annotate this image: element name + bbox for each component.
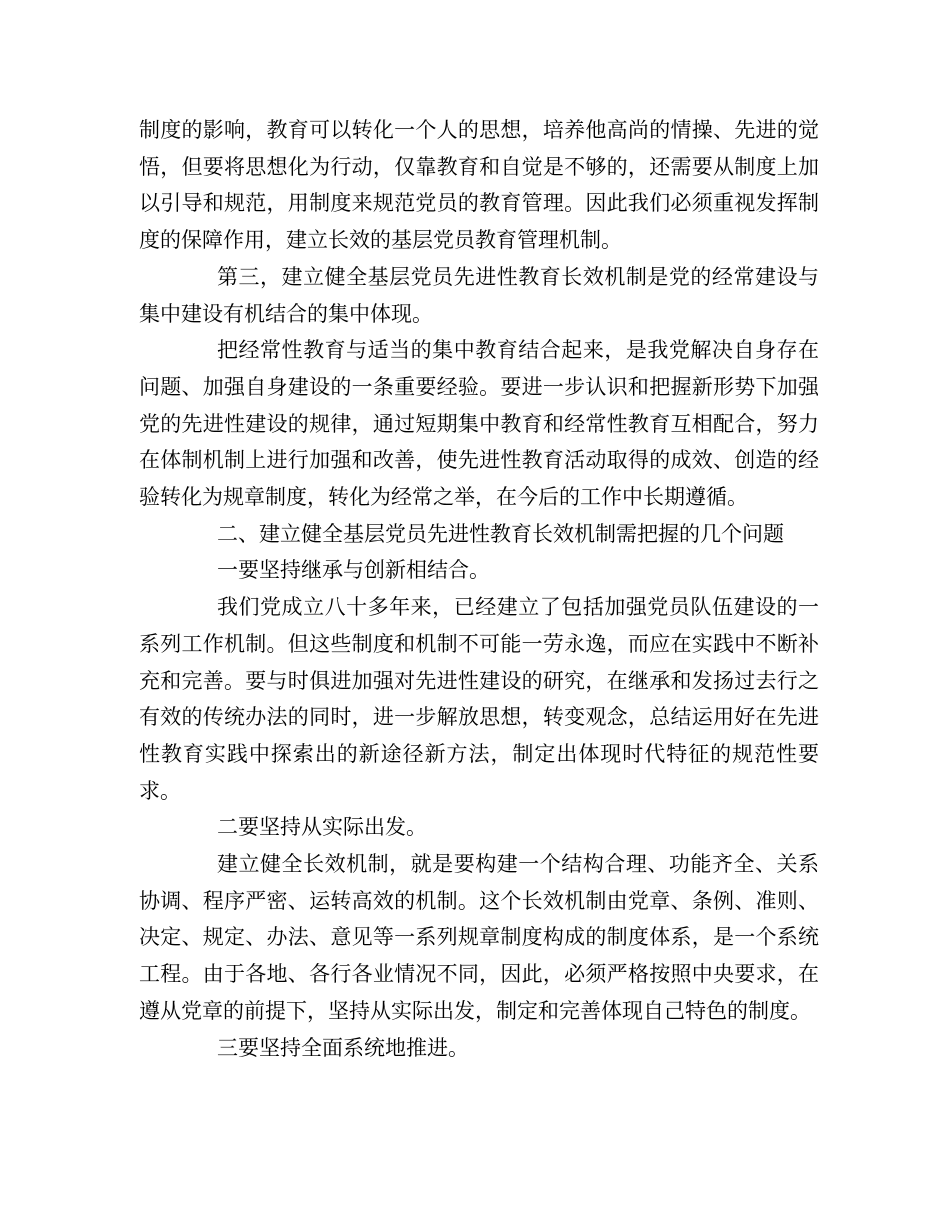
- paragraph-regular-and-concentrated-education: 把经常性教育与适当的集中教育结合起来，是我党解决自身存在问题、加强自身建设的一条重要经验。要进一步认识和把握新形势下加强党的先进性建设的规律，通过短期集中教育和经常性教育互相配合，努力在体制机制上进行加强和改善，使先进性教育活动取得的成效、创造的经验转化为规章制度，转化为经常之举，在今后的工作中长期遵循。: [139, 338, 819, 510]
- document-page: [139, 112, 819, 1066]
- paragraph-institution-influence: 制度的影响，教育可以转化一个人的思想，培养他高尚的情操、先进的觉悟，但要将思想化为行动，仅靠教育和自觉是不够的，还需要从制度上加以引导和规范，用制度来规范党员的教育管理。因此我们必须重视发挥制度的保障作用，建立长效的基层党员教育管理机制。: [139, 118, 819, 253]
- paragraph-third-point: 第三，建立健全基层党员先进性教育长效机制是党的经常建设与集中建设有机结合的集中体现。: [139, 264, 819, 326]
- paragraph-proceed-from-reality: 建立健全长效机制，就是要构建一个结构合理、功能齐全、关系协调、程序严密、运转高效的机制。这个长效机制由党章、条例、准则、决定、规定、办法、意见等一系列规章制度构成的制度体系，是一个系统工程。由于各地、各行各业情况不同，因此，必须严格按照中央要求，在遵从党章的前提下，坚持从实际出发，制定和完善体现自己特色的制度。: [139, 852, 819, 1023]
- paragraph-inherit-and-innovate: 我们党成立八十多年来，已经建立了包括加强党员队伍建设的一系列工作机制。但这些制度和机制不可能一劳永逸，而应在实践中不断补充和完善。要与时俱进加强对先进性建设的研究，在继承和发扬过去行之有效的传统办法的同时，进一步解放思想，转变观念，总结运用好在先进性教育实践中探索出的新途径新方法，制定出体现时代特征的规范性要求。: [139, 595, 819, 803]
- subheading-inherit-and-innovate: 一要坚持继承与创新相结合。: [217, 558, 490, 583]
- subheading-comprehensive-advance: 三要坚持全面系统地推进。: [217, 1035, 469, 1060]
- subheading-proceed-from-reality: 二要坚持从实际出发。: [217, 815, 427, 840]
- section-heading-two: 二、建立健全基层党员先进性教育长效机制需把握的几个问题: [217, 521, 784, 546]
